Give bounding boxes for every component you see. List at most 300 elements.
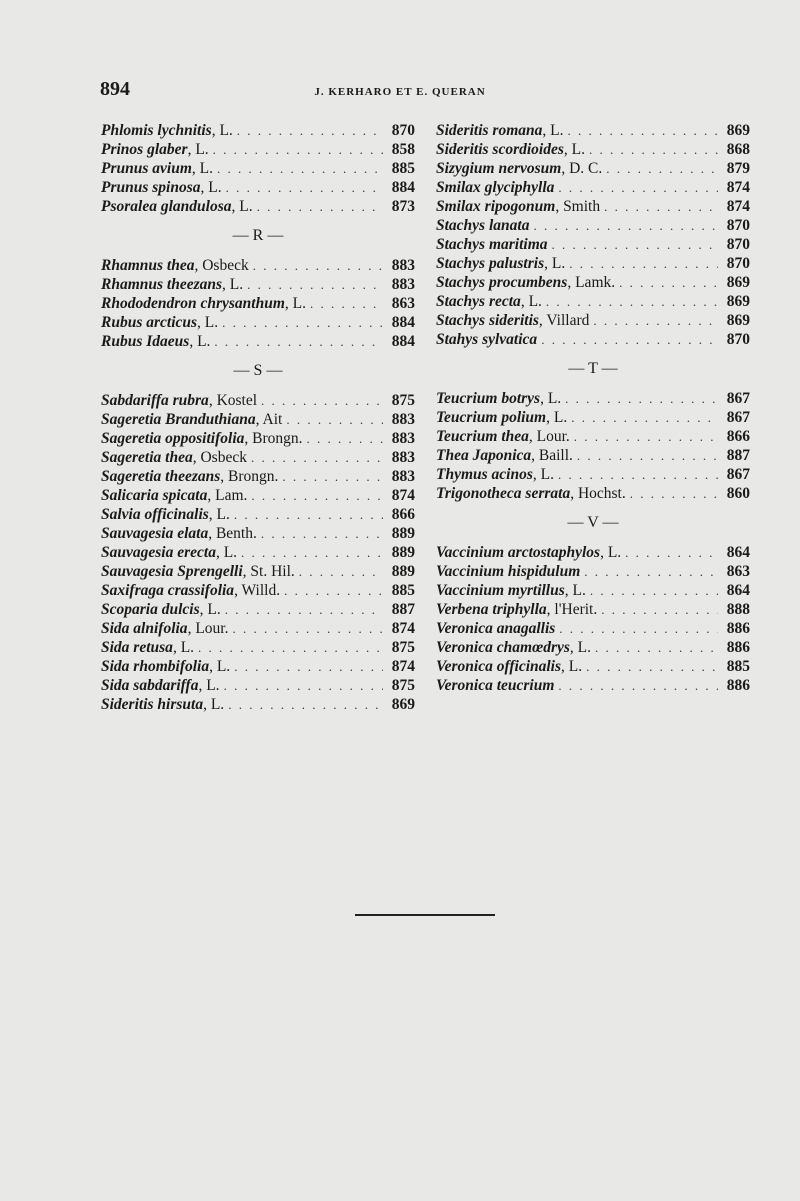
entry-name [436, 581, 586, 600]
species-name: Verbena triphylla [436, 601, 547, 618]
index-entry [436, 484, 750, 503]
species-name: Prunus spinosa [101, 179, 201, 196]
leader-dots [558, 178, 718, 197]
leader-dots [234, 657, 383, 676]
leader-dots [261, 524, 383, 543]
entry-name [101, 467, 278, 486]
index-entry [101, 676, 415, 695]
entry-name [101, 543, 237, 562]
author-name: , L. [532, 466, 554, 483]
index-entry [101, 505, 415, 524]
author-name: , L. [231, 198, 253, 215]
species-name: Sageretia oppositifolia [101, 430, 245, 447]
leader-dots [559, 619, 718, 638]
index-entry [101, 638, 415, 657]
author-name: , Lam. [207, 487, 248, 504]
entry-name [101, 638, 194, 657]
page-reference: 884 [391, 333, 415, 350]
author-name: , L. [284, 295, 306, 312]
leader-dots [595, 638, 718, 657]
page-header [100, 78, 700, 102]
author-name: , L. [564, 582, 586, 599]
index-entry [101, 391, 415, 410]
leader-dots [606, 159, 718, 178]
species-name: Teucrium botrys [436, 390, 541, 407]
leader-dots [310, 294, 383, 313]
entry-name [436, 446, 573, 465]
index-entry [101, 657, 415, 676]
species-name: Saxifraga crassifolia [101, 582, 235, 599]
page-reference: 884 [391, 179, 415, 196]
entry-name [101, 581, 280, 600]
author-name: , L. [563, 141, 585, 158]
species-name: Teucrium thea [436, 428, 529, 445]
entry-name [101, 159, 213, 178]
species-name: Sauvagesia elata [101, 525, 209, 542]
leader-dots [198, 638, 383, 657]
author-name: , Brongn. [244, 430, 303, 447]
page-reference: 867 [726, 390, 750, 407]
page-reference: 885 [391, 160, 415, 177]
leader-dots [541, 330, 718, 349]
page-reference: 885 [726, 658, 750, 675]
author-name: , L. [600, 544, 622, 561]
leader-dots [237, 121, 383, 140]
page-reference: 870 [726, 331, 750, 348]
entry-name [436, 676, 554, 695]
entry-name [436, 273, 615, 292]
page-reference: 875 [391, 392, 415, 409]
leader-dots [307, 429, 384, 448]
entry-name [436, 311, 589, 330]
index-entry [101, 600, 415, 619]
entry-name [436, 543, 621, 562]
species-name: Rhamnus theezans [101, 276, 223, 293]
index-entry [436, 254, 750, 273]
author-name: , L. [191, 160, 213, 177]
index-entry [101, 581, 415, 600]
entry-name [436, 121, 563, 140]
leader-dots [574, 427, 718, 446]
page-reference: 866 [391, 506, 415, 523]
index-entry [101, 524, 415, 543]
index-entry [436, 330, 750, 349]
page-reference: 883 [391, 257, 415, 274]
page-reference: 874 [391, 620, 415, 637]
entry-name [101, 448, 247, 467]
index-entry [101, 178, 415, 197]
index-column-left [101, 121, 415, 714]
index-entry [436, 235, 750, 254]
page-reference: 889 [391, 544, 415, 561]
index-letter-heading: — R — [232, 227, 284, 244]
author-name: , Willd. [234, 582, 281, 599]
entry-name [436, 408, 567, 427]
leader-dots [558, 676, 718, 695]
entry-name [436, 292, 542, 311]
leader-dots [565, 389, 718, 408]
page-reference: 864 [726, 544, 750, 561]
leader-dots [604, 197, 718, 216]
page-reference: 886 [726, 620, 750, 637]
index-entry [436, 140, 750, 159]
index-entry [101, 256, 415, 275]
author-name: , Ait [255, 411, 283, 428]
entry-name [436, 562, 580, 581]
page-reference: 883 [391, 411, 415, 428]
index-entry [436, 216, 750, 235]
page-reference: 869 [726, 312, 750, 329]
author-name: , L. [197, 314, 219, 331]
entry-name [101, 676, 220, 695]
index-entry [436, 197, 750, 216]
index-entry [101, 275, 415, 294]
closing-rule [355, 914, 495, 916]
page-reference: 869 [391, 696, 415, 713]
entry-name [436, 484, 626, 503]
index-entry [436, 581, 750, 600]
page-reference: 864 [726, 582, 750, 599]
leader-dots [577, 446, 718, 465]
page-reference: 879 [726, 160, 750, 177]
page-reference: 873 [391, 198, 415, 215]
page-reference: 887 [391, 601, 415, 618]
index-entry [436, 600, 750, 619]
author-name: , Villard [538, 312, 590, 329]
author-name: , L. [199, 601, 221, 618]
species-name: Stachys lanata [436, 217, 530, 234]
species-name: Thea Japonica [436, 447, 532, 464]
entry-name [436, 389, 561, 408]
index-entry [101, 313, 415, 332]
index-entry [436, 638, 750, 657]
index-entry [436, 408, 750, 427]
author-name: , Osbeck [194, 257, 249, 274]
page-reference: 870 [391, 122, 415, 139]
leader-dots [569, 254, 718, 273]
index-entry [101, 467, 415, 486]
page-reference: 868 [726, 141, 750, 158]
index-column-right [436, 121, 750, 695]
entry-name [101, 178, 222, 197]
index-entry [436, 311, 750, 330]
page-reference: 860 [726, 485, 750, 502]
author-name: , L. [208, 506, 230, 523]
entry-name [436, 216, 529, 235]
page-reference: 867 [726, 466, 750, 483]
species-name: Sideritis hirsuta [101, 696, 204, 713]
author-name: , L. [546, 409, 568, 426]
page-reference: 885 [391, 582, 415, 599]
index-entry [101, 332, 415, 351]
author-name: , Osbeck [192, 449, 247, 466]
entry-name [101, 332, 210, 351]
species-name: Sizygium nervosum [436, 160, 562, 177]
entry-name [101, 294, 306, 313]
index-entry [101, 619, 415, 638]
entry-name [436, 600, 597, 619]
author-name: , Benth. [208, 525, 257, 542]
species-name: Veronica officinalis [436, 658, 562, 675]
species-name: Veronica teucrium [436, 677, 555, 694]
page-reference: 874 [391, 487, 415, 504]
page-reference: 886 [726, 677, 750, 694]
page-reference: 887 [726, 447, 750, 464]
page-reference: 863 [726, 563, 750, 580]
species-name: Trigonotheca serrata [436, 485, 571, 502]
leader-dots [261, 391, 383, 410]
entry-name [436, 235, 548, 254]
index-entry [436, 446, 750, 465]
author-name: , L. [189, 333, 211, 350]
species-name: Sida alnifolia [101, 620, 188, 637]
author-name: , L. [544, 255, 566, 272]
index-entry [436, 465, 750, 484]
species-name: Vaccinium arctostaphylos [436, 544, 601, 561]
species-name: Sageretia theezans [101, 468, 221, 485]
page-reference: 886 [726, 639, 750, 656]
leader-dots [257, 197, 383, 216]
entry-name [101, 429, 303, 448]
index-entry [436, 619, 750, 638]
page-reference: 869 [726, 122, 750, 139]
species-name: Smilax glyciphylla [436, 179, 555, 196]
page-reference: 866 [726, 428, 750, 445]
species-name: Sauvagesia erecta [101, 544, 216, 561]
author-name: , Hochst. [570, 485, 626, 502]
page-reference: 883 [391, 276, 415, 293]
entry-name [101, 562, 295, 581]
page-reference: 874 [726, 179, 750, 196]
author-name: , Baill. [531, 447, 573, 464]
author-name: , L. [540, 390, 562, 407]
index-entry [101, 486, 415, 505]
species-name: Rubus arcticus [101, 314, 198, 331]
entry-name [101, 313, 218, 332]
leader-dots [232, 619, 383, 638]
author-name: , L. [198, 677, 220, 694]
entry-name [436, 657, 582, 676]
page-reference: 870 [726, 217, 750, 234]
entry-name [101, 486, 247, 505]
index-entry [101, 448, 415, 467]
index-entry [436, 427, 750, 446]
leader-dots [286, 410, 383, 429]
author-name: , Lour. [187, 620, 229, 637]
species-name: Smilax ripogonum [436, 198, 556, 215]
species-name: Stachys recta [436, 293, 521, 310]
author-name: , L. [200, 179, 222, 196]
page-reference: 884 [391, 314, 415, 331]
entry-name [436, 427, 570, 446]
species-name: Stachys maritima [436, 236, 548, 253]
leader-dots [226, 178, 383, 197]
entry-name [101, 657, 230, 676]
author-name: , D. C. [561, 160, 603, 177]
leader-dots [567, 121, 718, 140]
page-reference: 883 [391, 449, 415, 466]
leader-dots [247, 275, 383, 294]
species-name: Sida sabdariffa [101, 677, 199, 694]
species-name: Rubus Idaeus [101, 333, 190, 350]
index-entry [101, 562, 415, 581]
entry-name [101, 275, 243, 294]
species-name: Stachys palustris [436, 255, 545, 272]
entry-name [101, 524, 257, 543]
species-name: Vaccinium myrtillus [436, 582, 565, 599]
species-name: Stachys procumbens [436, 274, 568, 291]
leader-dots [241, 543, 383, 562]
species-name: Thymus acinos [436, 466, 533, 483]
author-name: , St. Hil. [242, 563, 295, 580]
leader-dots [589, 140, 718, 159]
leader-dots [282, 467, 383, 486]
species-name: Vaccinium hispidulum [436, 563, 581, 580]
leader-dots [224, 676, 383, 695]
page-reference: 874 [726, 198, 750, 215]
species-name: Sideritis romana [436, 122, 543, 139]
entry-name [436, 619, 555, 638]
species-name: Prunus avium [101, 160, 192, 177]
entry-name [436, 178, 554, 197]
species-name: Stachys sideritis [436, 312, 539, 329]
page-reference: 869 [726, 293, 750, 310]
leader-dots [213, 140, 383, 159]
author-name: , l'Herit. [546, 601, 598, 618]
species-name: Phlomis lychnitis [101, 122, 212, 139]
page-reference: 858 [391, 141, 415, 158]
index-entry [436, 543, 750, 562]
page-reference: 875 [391, 639, 415, 656]
entry-name [101, 197, 253, 216]
leader-dots [225, 600, 383, 619]
species-name: Sageretia Branduthiana [101, 411, 256, 428]
index-entry [101, 543, 415, 562]
species-name: Psoralea glandulosa [101, 198, 232, 215]
leader-dots [234, 505, 383, 524]
index-entry [101, 410, 415, 429]
entry-name [101, 391, 257, 410]
leader-dots [222, 313, 383, 332]
entry-name [436, 330, 537, 349]
page-reference: 874 [391, 658, 415, 675]
species-name: Veronica anagallis [436, 620, 556, 637]
index-entry [436, 657, 750, 676]
index-entry [101, 429, 415, 448]
index-entry [436, 676, 750, 695]
leader-dots [299, 562, 383, 581]
author-name: , L. [187, 141, 209, 158]
entry-name [436, 638, 591, 657]
leader-dots [586, 657, 718, 676]
page-reference: 883 [391, 430, 415, 447]
author-name: , Lour. [528, 428, 570, 445]
index-entry [101, 695, 415, 714]
author-name: , L. [561, 658, 583, 675]
leader-dots [253, 256, 383, 275]
leader-dots [601, 600, 718, 619]
species-name: Sageretia thea [101, 449, 193, 466]
author-name: , Smith [555, 198, 601, 215]
author-name: , L. [211, 122, 233, 139]
entry-name [101, 256, 249, 275]
author-name: , L. [569, 639, 592, 656]
running-head: J. KERHARO ET E. QUERAN [314, 86, 486, 98]
index-entry [101, 294, 415, 313]
index-entry [436, 292, 750, 311]
author-name: , L. [209, 658, 231, 675]
leader-dots [590, 581, 718, 600]
index-entry [436, 178, 750, 197]
leader-dots [552, 235, 718, 254]
author-name: , L. [215, 544, 238, 561]
entry-name [101, 121, 233, 140]
leader-dots [214, 332, 383, 351]
leader-dots [251, 486, 383, 505]
leader-dots [284, 581, 383, 600]
species-name: Sida retusa [101, 639, 173, 656]
entry-name [101, 140, 209, 159]
page-reference: 875 [391, 677, 415, 694]
species-name: Rhamnus thea [101, 257, 195, 274]
species-name: Salvia officinalis [101, 506, 209, 523]
species-name: Salicaria spicata [101, 487, 208, 504]
species-name: Sideritis scordioides [436, 141, 564, 158]
entry-name [436, 465, 554, 484]
species-name: Teucrium polium [436, 409, 547, 426]
author-name: , Brongn. [220, 468, 279, 485]
index-entry [101, 140, 415, 159]
species-name: Sida rhombifolia [101, 658, 210, 675]
entry-name [101, 695, 224, 714]
species-name: Veronica chamœdrys [436, 639, 570, 656]
entry-name [101, 410, 282, 429]
page-reference: 870 [726, 236, 750, 253]
entry-name [436, 197, 600, 216]
page-reference: 863 [391, 295, 415, 312]
species-name: Sabdariffa rubra [101, 392, 209, 409]
author-name: , L. [520, 293, 542, 310]
index-entry [436, 273, 750, 292]
leader-dots [558, 465, 718, 484]
species-name: Scoparia dulcis [101, 601, 200, 618]
index-entry [436, 389, 750, 408]
leader-dots [630, 484, 718, 503]
index-entry [101, 197, 415, 216]
leader-dots [625, 543, 718, 562]
author-name: , L. [222, 276, 244, 293]
leader-dots [228, 695, 383, 714]
index-letter-heading: — V — [567, 514, 619, 531]
index-letter-heading: — T — [568, 360, 618, 377]
page-reference: 867 [726, 409, 750, 426]
author-name: , L. [542, 122, 564, 139]
author-name: , Lamk. [567, 274, 616, 291]
entry-name [436, 159, 602, 178]
index-entry [436, 159, 750, 178]
leader-dots [584, 562, 718, 581]
index-entry [101, 159, 415, 178]
author-name: , L. [172, 639, 195, 656]
author-name: , L. [203, 696, 225, 713]
page-reference: 889 [391, 563, 415, 580]
index-letter-heading: — S — [233, 362, 283, 379]
leader-dots [533, 216, 718, 235]
index-entry [436, 562, 750, 581]
leader-dots [619, 273, 718, 292]
leader-dots [217, 159, 383, 178]
index-entry [436, 121, 750, 140]
